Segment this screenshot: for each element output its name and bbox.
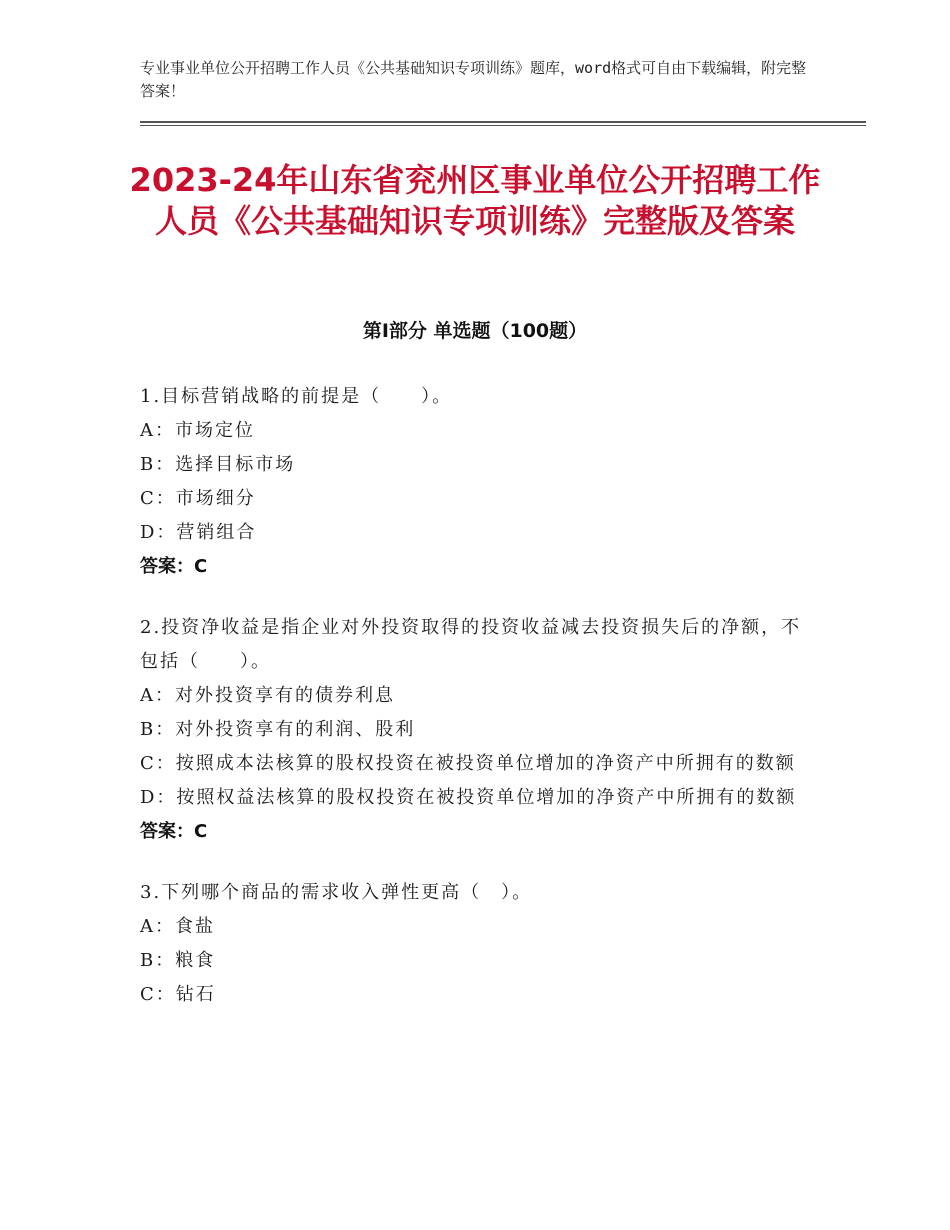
question-1 (140, 380, 810, 584)
option-b: B：选择目标市场 (140, 454, 296, 475)
question-list (140, 380, 810, 1039)
question-stem: 1.目标营销战略的前提是（ ）。 (140, 386, 453, 407)
question-stem: 3.下列哪个商品的需求收入弹性更高（ ）。 (140, 882, 533, 903)
option-a: A：食盐 (140, 916, 215, 937)
header-divider-thin (140, 125, 866, 126)
option-b: B：对外投资享有的利润、股利 (140, 719, 416, 740)
answer: 答案：C (140, 556, 208, 577)
question-3 (140, 876, 810, 1012)
option-a: A：市场定位 (140, 420, 255, 441)
option-d: D：按照权益法核算的股权投资在被投资单位增加的净资产中所拥有的数额 (140, 787, 797, 808)
option-b: B：粮食 (140, 950, 216, 971)
option-c: C：按照成本法核算的股权投资在被投资单位增加的净资产中所拥有的数额 (140, 753, 796, 774)
header-note: 专业事业单位公开招聘工作人员《公共基础知识专项训练》题库，word格式可自由下载编辑，附完整答案！ (140, 59, 807, 100)
option-a: A：对外投资享有的债券利息 (140, 685, 395, 706)
option-d: D：营销组合 (140, 522, 257, 543)
question-stem: 2.投资净收益是指企业对外投资取得的投资收益减去投资损失后的净额，不包括（ ）。 (140, 617, 802, 672)
section-title: 第Ⅰ部分 单选题（100题） (362, 320, 588, 342)
answer: 答案：C (140, 821, 208, 842)
document-title: 2023-24年山东省兖州区事业单位公开招聘工作人员《公共基础知识专项训练》完整版及答案 (129, 161, 821, 240)
option-c: C：市场细分 (140, 488, 256, 509)
header-divider (140, 121, 866, 123)
option-c: C：钻石 (140, 984, 216, 1005)
question-2 (140, 611, 810, 849)
